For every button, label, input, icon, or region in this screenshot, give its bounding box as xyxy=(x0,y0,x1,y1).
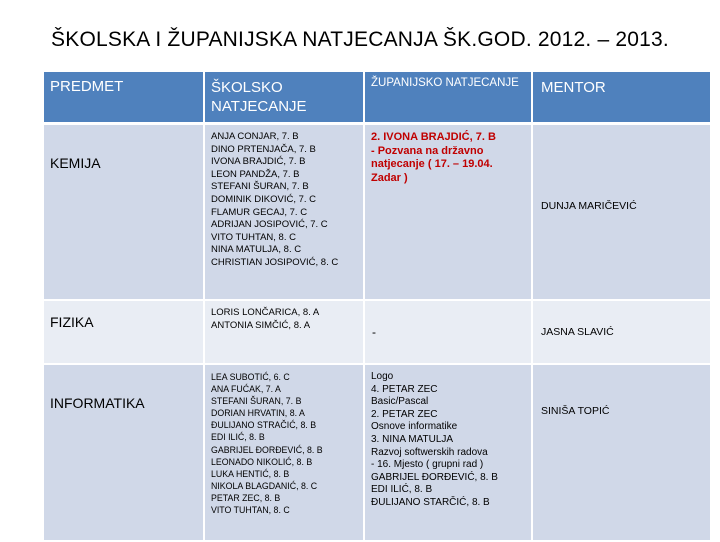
county-result-cell xyxy=(364,124,532,301)
header-predmet: PREDMET xyxy=(44,72,204,124)
subject-cell xyxy=(44,364,204,541)
school-participants: LEA SUBOTIĆ, 6. C ANA FUĆAK, 7. A STEFANI ŠURAN, 7. B DORIAN HRVATIN, 8. A ĐULIJANO STRAČIĆ, 8. B EDI ILIĆ, 8. B GABRIJEL ĐORĐEVIĆ, 8. B LEONADO NIKOLIĆ, 8. B LUKA HENTIĆ, 8. B NIKOLA BLAGDANIĆ, 8. C PETAR ZEC, 8. B VITO TUHTAN, 8. C xyxy=(211,372,323,516)
subject-name: INFORMATIKA xyxy=(50,395,145,411)
mentor-cell xyxy=(532,300,710,364)
subject-name: KEMIJA xyxy=(50,155,101,171)
school-participants: ANJA CONJAR, 7. B DINO PRTENJAČA, 7. B IVONA BRAJDIĆ, 7. B LEON PANDŽA, 7. B STEFANI ŠURAN, 7. B DOMINIK DIKOVIĆ, 7. C FLAMUR GECAJ, 7. C ADRIJAN JOSIPOVIĆ, 7. C VITO TUHTAN, 8. C NINA MATULJA, 8. C CHRISTIAN JOSIPOVIĆ, 8. C xyxy=(211,131,339,268)
competitions-table xyxy=(44,72,710,542)
header-skolsko: ŠKOLSKO NATJECANJE xyxy=(204,72,364,124)
subject-cell xyxy=(44,300,204,364)
county-result: Logo 4. PETAR ZEC Basic/Pascal 2. PETAR ZEC Osnove informatike 3. NINA MATULJA Razvoj softwerskih radova - 16. Mjesto ( grupni rad ) GABRIJEL ĐORĐEVIĆ, 8. B EDI ILIĆ, 8. B ĐULIJANO STARČIĆ, 8. B xyxy=(371,371,498,508)
mentor-cell xyxy=(532,124,710,301)
county-result: - xyxy=(372,325,376,339)
table-row xyxy=(44,364,710,541)
subject-name: FIZIKA xyxy=(50,314,94,330)
mentor-name: SINIŠA TOPIĆ xyxy=(541,405,610,417)
county-result-cell xyxy=(364,300,532,364)
page-title: ŠKOLSKA I ŽUPANIJSKA NATJECANJA ŠK.GOD. 2012. – 2013. xyxy=(51,28,669,51)
school-participants-cell xyxy=(204,364,364,541)
table-row xyxy=(44,300,710,364)
school-participants-cell xyxy=(204,300,364,364)
school-participants: LORIS LONČARICA, 8. A ANTONIA SIMČIĆ, 8. A xyxy=(211,307,320,331)
school-participants-cell xyxy=(204,124,364,301)
county-result: 2. IVONA BRAJDIĆ, 7. B - Pozvana na državno natjecanje ( 17. – 19.04. Zadar ) xyxy=(371,131,496,184)
mentor-cell xyxy=(532,364,710,541)
header-zupanijsko: ŽUPANIJSKO NATJECANJE xyxy=(364,72,532,124)
table-header-row xyxy=(44,72,710,124)
header-mentor: MENTOR xyxy=(532,72,710,124)
mentor-name: DUNJA MARIČEVIĆ xyxy=(541,200,637,212)
mentor-name: JASNA SLAVIĆ xyxy=(541,326,614,338)
county-result-cell xyxy=(364,364,532,541)
subject-cell xyxy=(44,124,204,301)
table-row xyxy=(44,124,710,301)
